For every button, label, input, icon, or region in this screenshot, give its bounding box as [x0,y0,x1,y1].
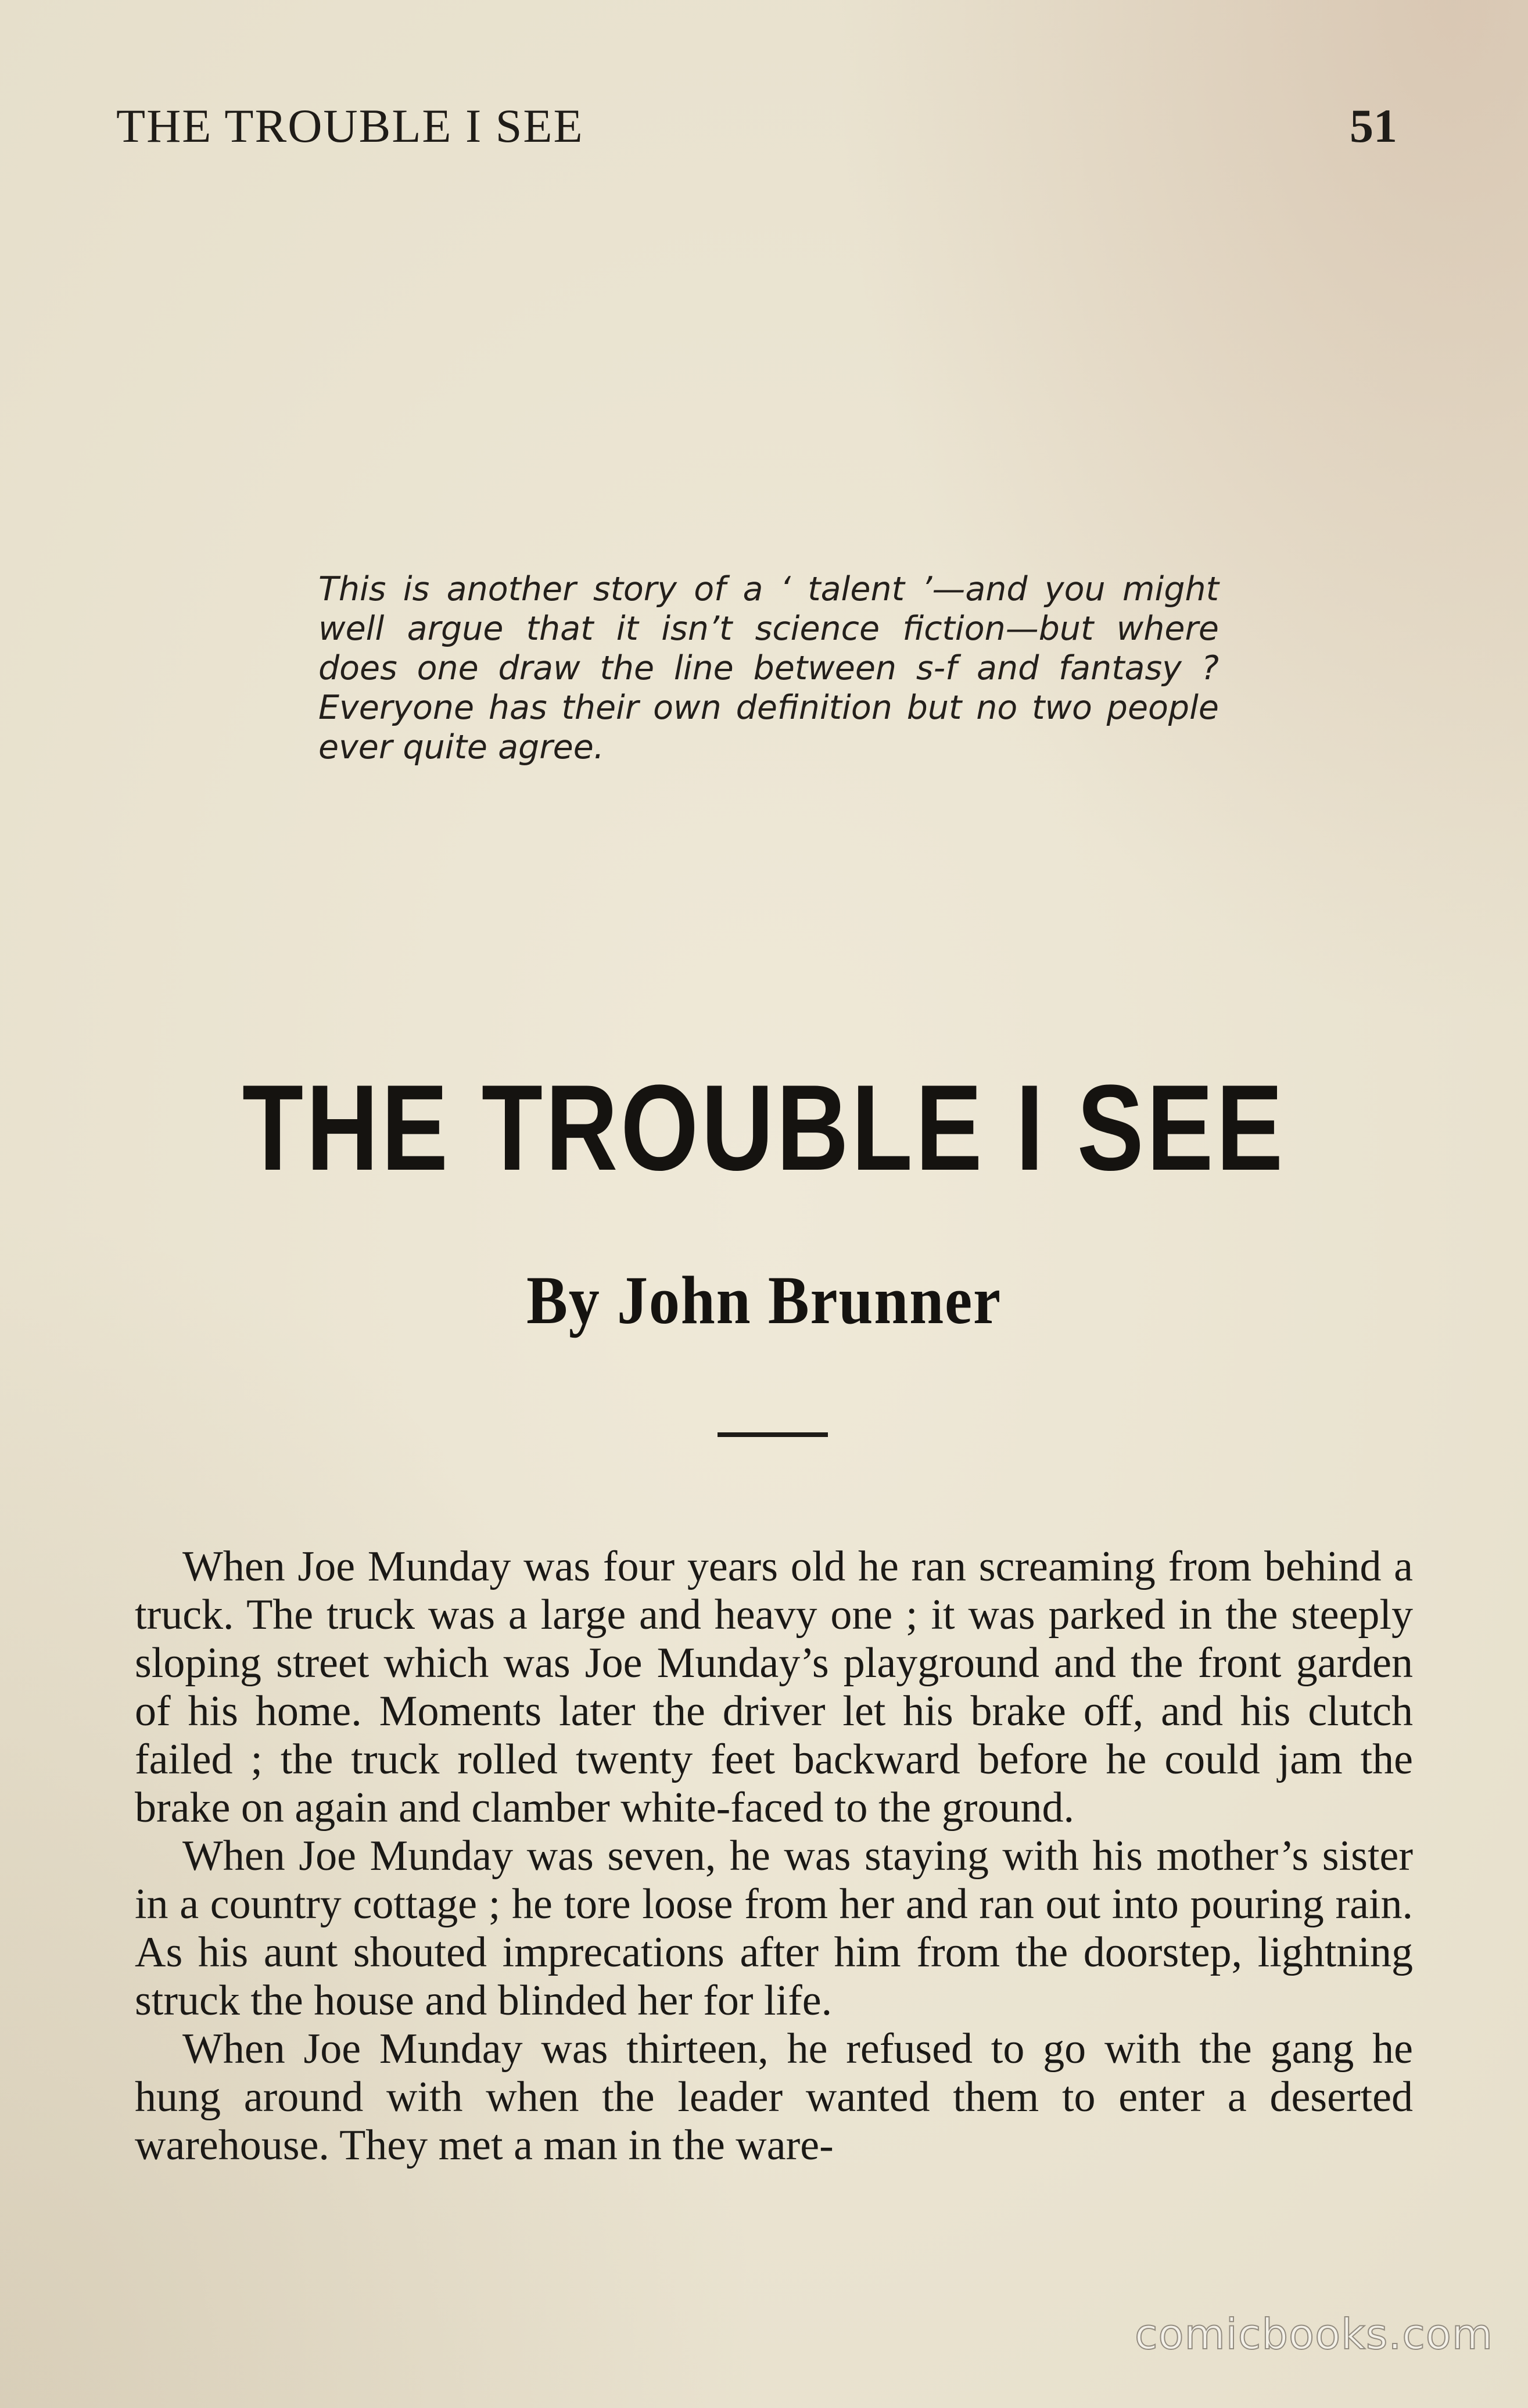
title-divider-rule [718,1432,828,1437]
author-byline: By John Brunner [526,1262,1002,1338]
story-body [135,1543,1413,2170]
story-title: THE TROUBLE I SEE [242,1059,1286,1196]
page-number: 51 [1350,99,1397,152]
body-paragraph: When Joe Munday was thirteen, he refused to go with the gang he hung around with when the leader wanted them to enter a deserted warehouse. They met a man in the ware- [135,2025,1413,2169]
site-watermark: comicbooks.com [1134,2310,1493,2359]
running-head-title: THE TROUBLE I SEE [116,99,584,152]
story-introduction: This is another story of a ‘ talent ’—and you might well argue that it isn’t science fiction—but where does one draw the line between s-f and fantasy ? Everyone has their own definition but no two people ever quite agree. [318,570,1219,766]
body-paragraph: When Joe Munday was four years old he ran screaming from behind a truck. The truck was a large and heavy one ; it was parked in the steeply sloping street which was Joe Munday’s playground and the front garden of his home. Moments later the driver let his brake off, and his clutch failed ; the truck rolled twenty feet backward before he could jam the brake on again and clamber white-faced to the ground. [135,1543,1413,1832]
body-paragraph: When Joe Munday was seven, he was staying with his mother’s sister in a country cottage ; he tore loose from her and ran out into pouring rain. As his aunt shouted imprecations after him from the doorstep, lightning struck the house and blinded her for life. [135,1832,1413,2024]
